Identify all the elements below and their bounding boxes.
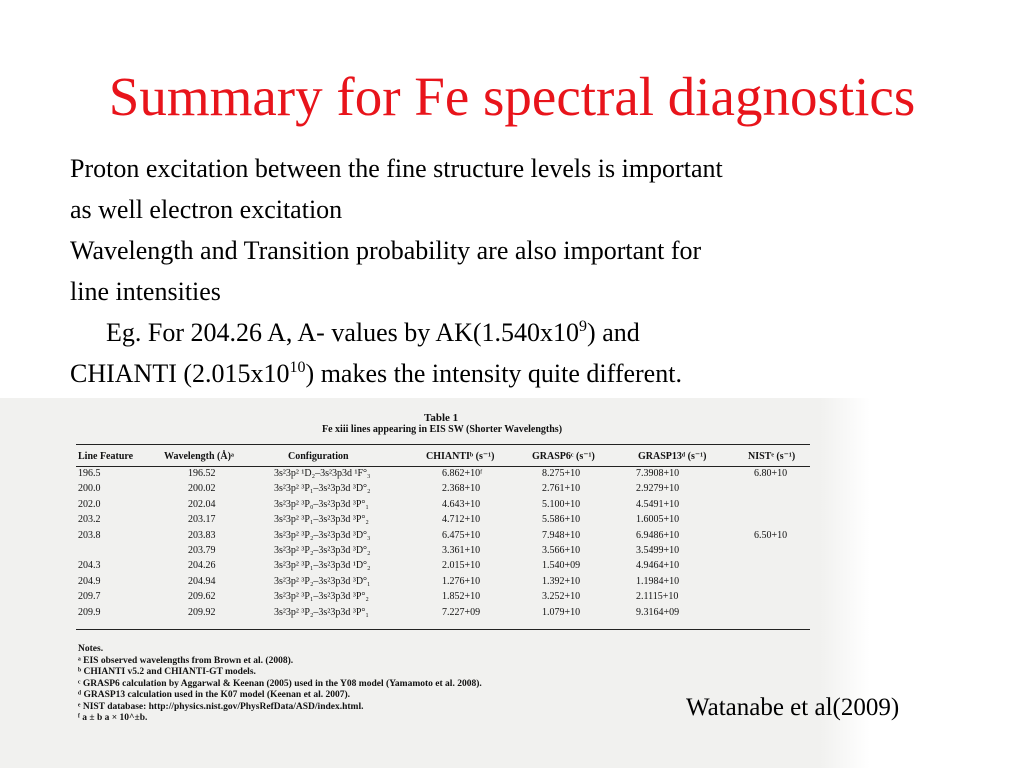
table-cell: 3s²3p² ¹D₂–3s²3p3d ¹F°₃	[274, 468, 371, 479]
example-line-2	[70, 353, 950, 394]
table-cell: 3s²3p² ³P₁–3s²3p3d ³P°₂	[274, 514, 369, 526]
table-cell: 203.17	[188, 514, 216, 526]
column-header: Configuration	[288, 451, 349, 462]
table-cell: 3s²3p² ³P₂–3s²3p3d ³D°₁	[274, 575, 371, 587]
example-text-a2: ) and	[587, 318, 640, 347]
slide-title: Summary for Fe spectral diagnostics	[108, 66, 916, 127]
table-cell: 1.852+10	[442, 591, 481, 603]
column-header: GRASP13ᵈ (s⁻¹)	[638, 451, 707, 462]
table-cell: 2.368+10	[442, 483, 481, 495]
table-cell: 2.9279+10	[636, 483, 680, 495]
table-cell: 200.0	[78, 483, 101, 495]
table-cell: 3s²3p² ³P₂–3s²3p3d ³D°₃	[274, 529, 371, 541]
table-cell: 204.9	[78, 575, 101, 587]
table-cell: 1.276+10	[442, 575, 481, 587]
slide-body	[70, 148, 950, 394]
table-cell: 200.02	[188, 483, 216, 495]
table-cell: 5.586+10	[542, 514, 581, 526]
table-cell: 7.3908+10	[636, 468, 680, 479]
example-text-b1: CHIANTI (2.015x10	[70, 359, 290, 388]
table-cell: 6.9486+10	[636, 529, 680, 541]
table-cell: 9.3164+09	[636, 606, 680, 618]
citation: Watanabe et al(2009)	[686, 694, 900, 721]
table-cell: 4.712+10	[442, 514, 481, 526]
note-item: ᵃ EIS observed wavelengths from Brown et al. (2008).	[78, 655, 294, 666]
table-cell: 203.83	[188, 529, 216, 541]
table-cell: 204.94	[188, 575, 216, 587]
table-cell: 204.3	[78, 560, 101, 572]
table-cell: 3.5499+10	[636, 544, 680, 556]
note-item: ᶠ a ± b a × 10^±b.	[78, 713, 148, 723]
table-cell: 4.5491+10	[636, 498, 680, 510]
body-line-4: line intensities	[70, 277, 221, 306]
table-cell: 2.1115+10	[636, 591, 679, 603]
table-subtitle: Fe xiii lines appearing in EIS SW (Shorter Wavelengths)	[322, 424, 563, 435]
table-cell: 1.079+10	[542, 606, 581, 618]
table-cell: 203.79	[188, 544, 216, 556]
table-cell: 196.5	[78, 468, 101, 479]
column-header: NISTᵉ (s⁻¹)	[748, 451, 796, 462]
table-cell: 4.643+10	[442, 498, 481, 510]
table-cell: 8.275+10	[542, 468, 581, 479]
table-notes	[78, 644, 482, 725]
example-exponent-a: 9	[579, 318, 588, 335]
table-top-rule	[76, 444, 810, 445]
note-item: ᵉ NIST database: http://physics.nist.gov/PhysRefData/ASD/index.html.	[78, 701, 364, 712]
table-cell: 1.392+10	[542, 575, 581, 587]
table-cell: 1.1984+10	[636, 575, 680, 587]
table-cell: 6.80+10	[754, 468, 788, 479]
table-cell: 3s²3p² ³P₂–3s²3p3d ³D°₂	[274, 544, 371, 556]
table-bottom-rule	[76, 629, 810, 630]
table-cell: 209.62	[188, 591, 216, 603]
table-cell: 3.361+10	[442, 544, 481, 556]
table-cell: 3s²3p² ³P₀–3s²3p3d ³P°₁	[274, 498, 369, 510]
example-text-b2: ) makes the intensity quite different.	[305, 359, 682, 388]
column-header: CHIANTIᵇ (s⁻¹)	[426, 451, 495, 462]
table-cell: 209.7	[78, 591, 101, 603]
table-cell: 203.2	[78, 514, 101, 526]
table-cell: 203.8	[78, 529, 101, 541]
table-cell: 202.04	[188, 498, 216, 510]
table-cell: 7.948+10	[542, 529, 581, 541]
table-cell: 3s²3p² ³P₁–3s²3p3d ³D°₂	[274, 483, 371, 495]
example-exponent-b: 10	[289, 359, 306, 376]
body-line-2: as well electron excitation	[70, 195, 343, 224]
example-text-a1: Eg. For 204.26 A, A- values by AK(1.540x10	[106, 318, 580, 347]
table-cell: 3.252+10	[542, 591, 581, 603]
note-item: ᵈ GRASP13 calculation used in the K07 model (Keenan et al. 2007).	[78, 690, 350, 700]
table-cell: 3s²3p² ³P₁–3s²3p3d ³P°₂	[274, 591, 369, 603]
note-item: ᵇ CHIANTI v5.2 and CHIANTI-GT models.	[78, 667, 256, 677]
example-line-1	[70, 312, 950, 353]
body-line-1: Proton excitation between the fine structure levels is important	[70, 154, 723, 183]
column-header: Line Feature	[78, 451, 134, 462]
table-cell: 209.9	[78, 606, 101, 618]
table-cell: 6.862+10ᶠ	[442, 468, 483, 479]
column-header: GRASP6ᶜ (s⁻¹)	[532, 451, 595, 462]
table-cell: 7.227+09	[442, 606, 481, 618]
table-cell: 1.540+09	[542, 560, 581, 572]
table-cell: 3.566+10	[542, 544, 581, 556]
table-cell: 4.9464+10	[636, 560, 680, 572]
note-item: ᶜ GRASP6 calculation by Aggarwal & Keenan (2005) used in the Y08 model (Yamamoto et al. 2008).	[78, 678, 482, 689]
table-cell: 196.52	[188, 468, 216, 479]
table-cell: 2.015+10	[442, 560, 481, 572]
body-line-3: Wavelength and Transition probability are also important for	[70, 236, 702, 265]
table-cell: 2.761+10	[542, 483, 581, 495]
table-cell: 6.475+10	[442, 529, 481, 541]
table-cell: 209.92	[188, 606, 216, 618]
table-cell: 6.50+10	[754, 529, 788, 541]
table-cell: 202.0	[78, 498, 101, 510]
table-cell: 204.26	[188, 560, 216, 572]
table-cell: 3s²3p² ³P₁–3s²3p3d ¹D°₂	[274, 560, 371, 572]
column-header: Wavelength (Å)ᵃ	[164, 451, 234, 462]
table-cell: 5.100+10	[542, 498, 581, 510]
table-cell: 1.6005+10	[636, 514, 680, 526]
table-caption: Table 1	[424, 412, 459, 424]
notes-heading: Notes.	[78, 644, 104, 654]
table-cell: 3s²3p² ³P₂–3s²3p3d ³P°₁	[274, 606, 369, 618]
